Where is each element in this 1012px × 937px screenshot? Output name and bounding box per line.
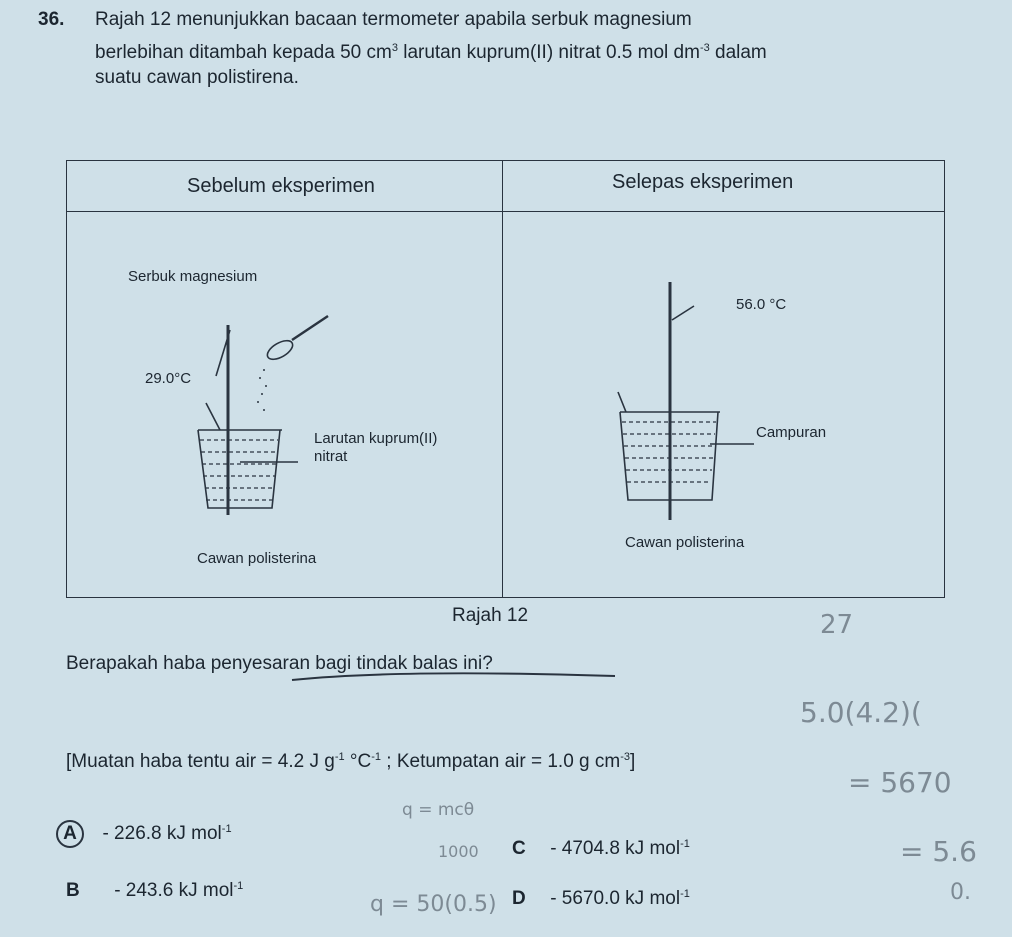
handwriting-note-2: 5.0(4.2)( xyxy=(800,696,922,729)
falling-powder xyxy=(257,369,267,411)
question-prompt: Berapakah haba penyesaran bagi tindak balas ini? xyxy=(66,653,493,674)
question-line-2: berlebihan ditambah kepada 50 $cm^3$ larutan kuprum(II) nitrat 0.5 mol $dm^{-3}$ dalam xyxy=(95,42,767,63)
mixture-label: Campuran xyxy=(756,424,827,441)
handwriting-note-3: = 5670 xyxy=(848,766,952,799)
figure-caption: Rajah 12 xyxy=(452,605,529,626)
header-before: Sebelum eksperimen xyxy=(187,175,375,197)
handwriting-note-8: 0. xyxy=(950,880,971,905)
spatula-scoop xyxy=(264,337,295,363)
table-column-divider xyxy=(502,161,503,597)
cup-label-after: Cawan polisterina xyxy=(625,534,745,551)
solution-pattern xyxy=(200,440,278,500)
option-c-value: - 4704.8 kJ mol$^{-1}$ xyxy=(550,838,690,859)
powder-label: Serbuk magnesium xyxy=(128,268,258,285)
temp-before: 29.0°C xyxy=(145,370,192,387)
option-a[interactable] xyxy=(56,820,232,848)
handwriting-note-5: q = mcθ xyxy=(402,800,475,820)
option-c[interactable] xyxy=(512,838,690,860)
solution-label-1: Larutan kuprum(II) xyxy=(314,430,438,447)
spatula-handle xyxy=(292,316,328,340)
solution-label-2: nitrat xyxy=(314,448,348,465)
given-data: [Muatan haba tentu air = 4.2 J $g^{-1}$ $^\circ C^{-1}$ ; Ketumpatan air = 1.0 g $cm^{-3}$] xyxy=(66,751,636,772)
handwriting-note-4: = 5.6 xyxy=(900,835,977,868)
question-line-1: Rajah 12 menunjukkan bacaan termometer apabila serbuk magnesium xyxy=(95,9,692,30)
option-b[interactable] xyxy=(66,880,243,902)
question-line-3: suatu cawan polistirena. xyxy=(95,67,299,88)
cup-before xyxy=(198,430,280,508)
option-b-letter: B xyxy=(66,880,80,901)
option-a-letter: A xyxy=(56,820,84,848)
cup-label-before: Cawan polisterina xyxy=(197,550,317,567)
handwriting-note-1: 27 xyxy=(820,610,854,640)
question-number: 36. xyxy=(38,9,65,30)
option-d-value: - 5670.0 kJ mol$^{-1}$ xyxy=(550,888,690,909)
before-apparatus-drawing xyxy=(180,300,350,535)
option-c-letter: C xyxy=(512,838,526,859)
option-a-value: - 226.8 kJ mol$^{-1}$ xyxy=(102,823,232,844)
after-apparatus-drawing xyxy=(610,270,760,525)
option-b-value: - 243.6 kJ mol$^{-1}$ xyxy=(114,880,244,901)
header-after: Selepas eksperimen xyxy=(612,171,794,193)
table-header-divider xyxy=(67,211,944,212)
temp-after: 56.0 °C xyxy=(736,296,787,313)
handwriting-underline xyxy=(290,668,620,688)
handwriting-note-6: 1000 xyxy=(438,842,479,861)
option-d[interactable] xyxy=(512,888,690,910)
handwriting-note-7: q = 50(0.5) xyxy=(370,892,497,917)
option-d-letter: D xyxy=(512,888,526,909)
